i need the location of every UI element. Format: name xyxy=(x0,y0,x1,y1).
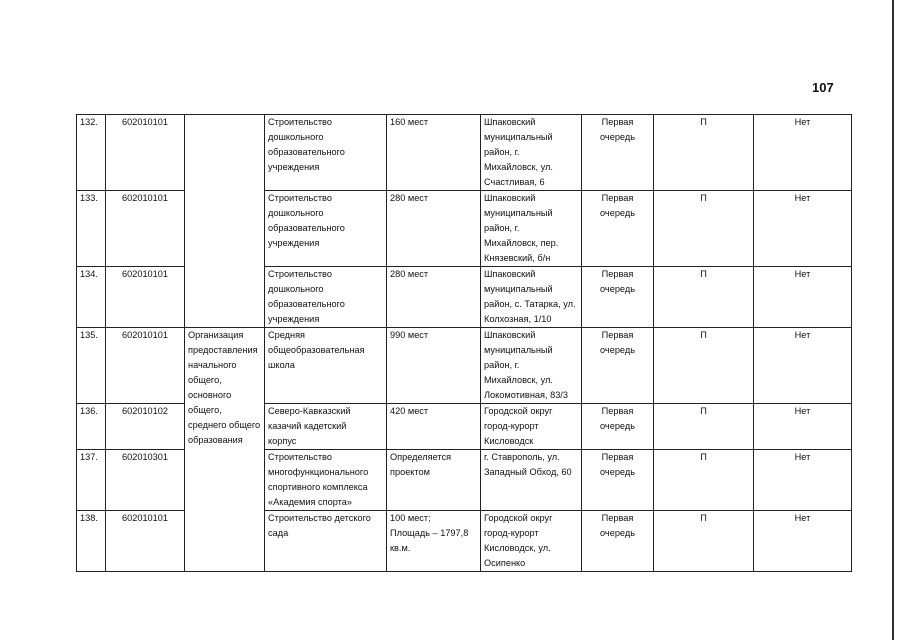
row-location: г. Ставрополь, ул. Западный Обход, 60 xyxy=(481,450,582,511)
row-queue: Первая очередь xyxy=(582,328,654,404)
row-code: 602010101 xyxy=(106,511,185,572)
row-mark: П xyxy=(654,404,754,450)
page-number: 107 xyxy=(812,80,834,95)
row-mark: П xyxy=(654,115,754,191)
row-object: Средняя общеобразовательная школа xyxy=(265,328,387,404)
row-object: Северо-Кавказский казачий кадетский корпус xyxy=(265,404,387,450)
row-number: 133. xyxy=(77,191,106,267)
purpose-group-cell: Организация предоставления начального общего, основного общего, среднего общего образования xyxy=(185,328,265,572)
table-row xyxy=(77,115,852,191)
row-flag: Нет xyxy=(754,267,852,328)
row-mark: П xyxy=(654,450,754,511)
row-location: Шпаковский муниципальный район, г. Михайловск, ул. Счастливая, 6 xyxy=(481,115,582,191)
row-number: 137. xyxy=(77,450,106,511)
row-object: Строительство многофункционального спортивного комплекса «Академия спорта» xyxy=(265,450,387,511)
row-capacity: 100 мест; Площадь – 1797,8 кв.м. xyxy=(387,511,481,572)
row-number: 136. xyxy=(77,404,106,450)
objects-table xyxy=(76,114,852,572)
row-capacity: 280 мест xyxy=(387,267,481,328)
row-capacity: 420 мест xyxy=(387,404,481,450)
row-code: 602010101 xyxy=(106,267,185,328)
page-edge-line xyxy=(892,0,894,640)
row-code: 602010301 xyxy=(106,450,185,511)
row-mark: П xyxy=(654,191,754,267)
row-location: Городской округ город-курорт Кисловодск, ул. Осипенко xyxy=(481,511,582,572)
table-row xyxy=(77,328,852,404)
row-queue: Первая очередь xyxy=(582,267,654,328)
row-code: 602010101 xyxy=(106,191,185,267)
row-object: Строительство дошкольного образовательного учреждения xyxy=(265,191,387,267)
row-flag: Нет xyxy=(754,191,852,267)
row-number: 135. xyxy=(77,328,106,404)
row-number: 132. xyxy=(77,115,106,191)
row-location: Городской округ город-курорт Кисловодск xyxy=(481,404,582,450)
row-code: 602010101 xyxy=(106,115,185,191)
row-location: Шпаковский муниципальный район, г. Михайловск, пер. Князевский, б/н xyxy=(481,191,582,267)
row-mark: П xyxy=(654,511,754,572)
row-capacity: 990 мест xyxy=(387,328,481,404)
row-flag: Нет xyxy=(754,115,852,191)
row-object: Строительство детского сада xyxy=(265,511,387,572)
row-code: 602010101 xyxy=(106,328,185,404)
row-object: Строительство дошкольного образовательного учреждения xyxy=(265,115,387,191)
row-number: 134. xyxy=(77,267,106,328)
row-queue: Первая очередь xyxy=(582,404,654,450)
row-capacity: 280 мест xyxy=(387,191,481,267)
row-number: 138. xyxy=(77,511,106,572)
row-location: Шпаковский муниципальный район, с. Татарка, ул. Колхозная, 1/10 xyxy=(481,267,582,328)
row-object: Строительство дошкольного образовательного учреждения xyxy=(265,267,387,328)
row-capacity: 160 мест xyxy=(387,115,481,191)
row-queue: Первая очередь xyxy=(582,450,654,511)
row-flag: Нет xyxy=(754,328,852,404)
row-queue: Первая очередь xyxy=(582,191,654,267)
row-mark: П xyxy=(654,267,754,328)
row-queue: Первая очередь xyxy=(582,511,654,572)
row-flag: Нет xyxy=(754,511,852,572)
row-location: Шпаковский муниципальный район, г. Михайловск, ул. Локомотивная, 83/3 xyxy=(481,328,582,404)
purpose-cell-empty xyxy=(185,115,265,328)
row-capacity: Определяется проектом xyxy=(387,450,481,511)
row-mark: П xyxy=(654,328,754,404)
row-flag: Нет xyxy=(754,450,852,511)
row-flag: Нет xyxy=(754,404,852,450)
row-code: 602010102 xyxy=(106,404,185,450)
row-queue: Первая очередь xyxy=(582,115,654,191)
